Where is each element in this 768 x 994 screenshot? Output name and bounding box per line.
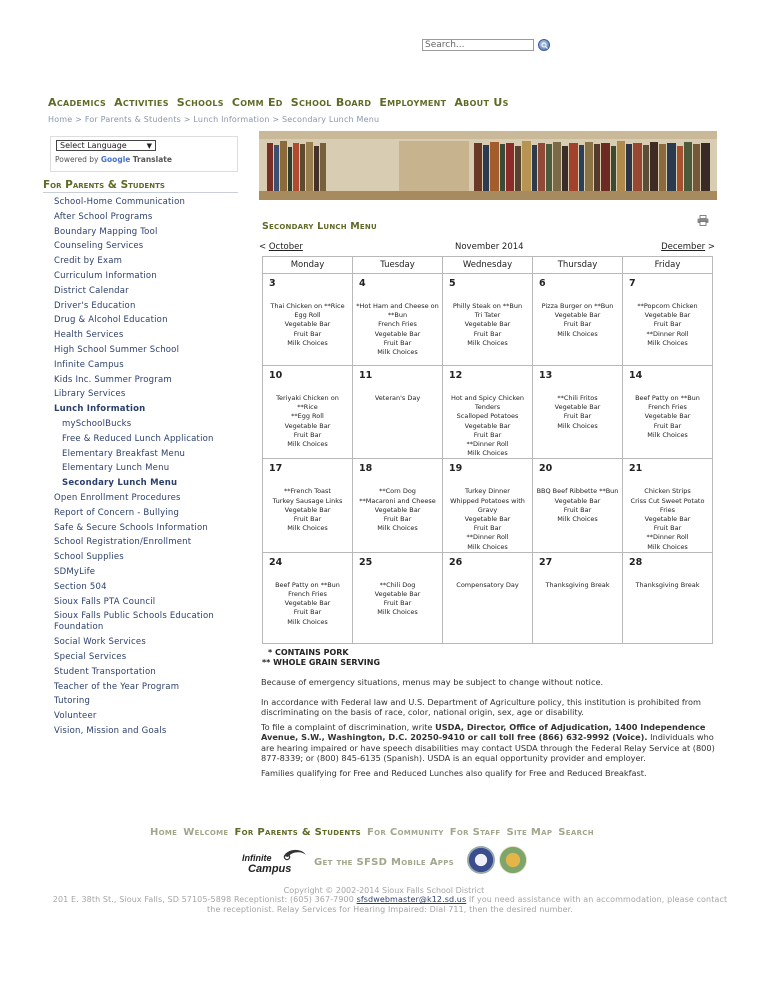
- next-month-label: December: [661, 242, 706, 252]
- weekday-header: Friday: [623, 257, 713, 274]
- footer-link-site-map[interactable]: Site Map: [506, 827, 553, 838]
- sidebar-subitem[interactable]: Free & Reduced Lunch Application: [62, 433, 214, 444]
- weekday-header-row: [263, 257, 713, 274]
- sidebar-item[interactable]: Boundary Mapping Tool: [54, 226, 158, 237]
- breadcrumb[interactable]: Home > For Parents & Students > Lunch Information > Secondary Lunch Menu: [48, 115, 380, 124]
- sidebar-item[interactable]: Health Services: [54, 330, 124, 341]
- complaint-intro: To file a complaint of discrimination, write: [261, 722, 436, 732]
- footer-link-community[interactable]: For Community: [366, 827, 444, 838]
- sidebar-item[interactable]: Sioux Falls Public Schools Education Foundation: [54, 611, 214, 633]
- sidebar-item[interactable]: Report of Concern - Bullying: [54, 507, 180, 518]
- webmaster-email-link[interactable]: sfsdwebmaster@k12.sd.us: [356, 895, 467, 904]
- day-menu: **Chili Dog Vegetable Bar Fruit Bar Milk Choices: [374, 580, 421, 617]
- day-cell: [263, 366, 353, 459]
- sidebar-item-lunch-information[interactable]: Lunch Information: [54, 404, 146, 415]
- notice-emergency: Because of emergency situations, menus may be subject to change without notice.: [261, 677, 604, 687]
- page-title: Secondary Lunch Menu: [262, 221, 377, 232]
- sidebar-item[interactable]: Kids Inc. Summer Program: [54, 374, 172, 385]
- day-number: 13: [539, 370, 553, 381]
- sidebar-item[interactable]: Credit by Exam: [54, 256, 123, 267]
- sidebar-item[interactable]: Counseling Services: [54, 241, 144, 252]
- day-number: 24: [269, 556, 283, 568]
- day-cell: [533, 366, 623, 459]
- day-menu: Beef Patty on **Bun French Fries Vegetable Bar Fruit Bar Milk Choices: [635, 394, 700, 439]
- day-cell: [623, 459, 713, 552]
- nav-schools[interactable]: Schools: [176, 96, 224, 109]
- week-row: [263, 366, 713, 459]
- copyright-text: Copyright © 2002-2014 Sioux Falls School District: [283, 886, 485, 895]
- translate-link[interactable]: Translate: [132, 155, 172, 164]
- day-cell: [533, 552, 623, 643]
- footer-link-parents-students[interactable]: For Parents & Students: [234, 827, 361, 838]
- main-navigation: [48, 96, 509, 109]
- prev-arrow: <: [259, 242, 267, 252]
- translate-widget: [50, 136, 238, 172]
- sidebar-subitem[interactable]: mySchoolBucks: [62, 418, 132, 429]
- complaint-address: USDA, Director, Office of Adjudication, 1400 Independence Avenue, S.W., Washington, D.C. 20250-9410 or call toll free (866) 632-9992 (Voice).: [261, 722, 706, 743]
- legend-pork: * CONTAINS PORK: [268, 648, 349, 657]
- day-number: 5: [449, 278, 456, 289]
- infinite-campus-logo[interactable]: [240, 846, 310, 876]
- sidebar-item[interactable]: Student Transportation: [54, 666, 156, 677]
- nav-school-board[interactable]: School Board: [290, 96, 372, 109]
- search-input[interactable]: Search...: [422, 39, 534, 51]
- day-menu: Pizza Burger on **Bun Vegetable Bar Fruit Bar Milk Choices: [541, 302, 614, 338]
- day-number: 14: [629, 370, 643, 381]
- day-menu: Veteran's Day: [374, 394, 421, 402]
- day-number: 4: [359, 278, 366, 289]
- sidebar-item[interactable]: Drug & Alcohol Education: [54, 315, 168, 326]
- nav-activities[interactable]: Activities: [114, 96, 169, 109]
- day-menu: BBQ Beef Ribbette **Bun Vegetable Bar Fruit Bar Milk Choices: [536, 487, 619, 524]
- day-number: 12: [449, 370, 463, 381]
- day-menu: **Corn Dog **Macaroni and Cheese Vegetable Bar Fruit Bar Milk Choices: [359, 487, 436, 533]
- next-month-link[interactable]: [661, 242, 715, 252]
- day-cell: [263, 274, 353, 366]
- day-number: 17: [269, 463, 283, 475]
- sidebar-item[interactable]: School-Home Communication: [54, 197, 186, 207]
- search-icon: [541, 42, 548, 49]
- footer-link-search[interactable]: Search: [558, 827, 594, 838]
- powered-by-google: [55, 155, 172, 164]
- weekday-header: Tuesday: [353, 257, 443, 274]
- day-cell: [533, 459, 623, 552]
- day-menu: Philly Steak on **Bun Tri Tater Vegetable Bar Fruit Bar Milk Choices: [452, 302, 523, 347]
- current-month: November 2014: [455, 242, 524, 252]
- google-logo: Google: [100, 155, 131, 164]
- sidebar-nav: [54, 197, 238, 741]
- sidebar-item[interactable]: SDMyLife: [54, 566, 96, 577]
- weekday-header: Thursday: [533, 257, 623, 274]
- nav-academics[interactable]: Academics: [48, 96, 107, 109]
- nav-about-us[interactable]: About Us: [454, 96, 509, 109]
- month-navigation: [259, 242, 717, 254]
- day-cell: [623, 366, 713, 459]
- sidebar-item[interactable]: Social Work Services: [54, 637, 146, 648]
- day-menu: Teriyaki Chicken on **Rice **Egg Roll Vegetable Bar Fruit Bar Milk Choices: [276, 394, 339, 449]
- day-number: 27: [539, 556, 553, 568]
- notice-nondiscrimination: In accordance with Federal law and U.S. Department of Agriculture policy, this institution is prohibited from discriminating on the basis of race, color, national origin, sex, age or disability.: [261, 697, 701, 718]
- day-menu: **Popcorn Chicken Vegetable Bar Fruit Bar **Dinner Roll Milk Choices: [637, 302, 698, 347]
- sidebar-item[interactable]: Volunteer: [54, 711, 97, 722]
- sidebar-item[interactable]: Safe & Secure Schools Information: [54, 522, 208, 533]
- nav-comm-ed[interactable]: Comm Ed: [231, 96, 283, 109]
- sidebar-item[interactable]: Curriculum Information: [54, 270, 157, 281]
- sidebar-item[interactable]: Special Services: [54, 651, 127, 662]
- day-cell: [443, 366, 533, 459]
- legend-whole-grain: ** WHOLE GRAIN SERVING: [262, 658, 381, 667]
- day-number: 21: [629, 463, 643, 475]
- day-cell: [623, 552, 713, 643]
- day-menu: Turkey Dinner Whipped Potatoes with Gravy Vegetable Bar Fruit Bar **Dinner Roll Milk Choices: [450, 487, 525, 551]
- sidebar-item[interactable]: Teacher of the Year Program: [54, 681, 180, 692]
- day-menu: Compensatory Day: [456, 580, 519, 589]
- week-row: [263, 459, 713, 552]
- sidebar-item[interactable]: Tutoring: [54, 696, 91, 707]
- day-menu: Chicken Strips Criss Cut Sweet Potato Fries Vegetable Bar Fruit Bar **Dinner Roll Milk Choices: [630, 487, 705, 551]
- address-text: 201 E. 38th St., Sioux Falls, SD 57105-5898 Receptionist: (605) 367-7900: [52, 895, 357, 904]
- day-cell: [533, 274, 623, 366]
- footer-navigation: [150, 827, 594, 838]
- day-cell: [353, 459, 443, 552]
- notice-free-reduced: Families qualifying for Free and Reduced Lunches also qualify for Free and Reduced Breakfast.: [261, 768, 647, 778]
- sidebar-item[interactable]: Driver's Education: [54, 300, 136, 311]
- sidebar-item[interactable]: Sioux Falls PTA Council: [54, 596, 156, 607]
- day-number: 18: [359, 463, 373, 475]
- day-number: 28: [629, 556, 643, 568]
- weekday-header: Monday: [263, 257, 353, 274]
- day-number: 7: [629, 278, 636, 289]
- dropdown-arrow-icon: ▼: [146, 142, 152, 150]
- next-arrow: >: [707, 242, 715, 252]
- sidebar-item[interactable]: District Calendar: [54, 285, 129, 296]
- week-row: [263, 274, 713, 366]
- day-menu: Thai Chicken on **Rice Egg Roll Vegetable Bar Fruit Bar Milk Choices: [270, 302, 345, 347]
- day-cell: [443, 552, 533, 643]
- day-cell: [263, 552, 353, 643]
- sidebar-item[interactable]: Section 504: [54, 581, 107, 592]
- sidebar-item[interactable]: School Registration/Enrollment: [54, 537, 192, 548]
- sidebar-subitem[interactable]: Elementary Lunch Menu: [62, 463, 170, 474]
- library-banner-image: [259, 131, 717, 200]
- day-number: 19: [449, 463, 463, 475]
- day-cell: [443, 274, 533, 366]
- notice-complaint: [261, 722, 716, 764]
- day-menu: Beef Patty on **Bun French Fries Vegetable Bar Fruit Bar Milk Choices: [275, 580, 340, 626]
- menu-legend: [262, 648, 380, 668]
- day-number: 26: [449, 556, 463, 568]
- language-select[interactable]: [56, 140, 156, 151]
- weekday-header: Wednesday: [443, 257, 533, 274]
- footer-address: [45, 895, 735, 915]
- footer-link-staff[interactable]: For Staff: [449, 827, 501, 838]
- lunch-calendar: [262, 256, 713, 644]
- day-number: 25: [359, 556, 373, 568]
- printer-icon[interactable]: [697, 215, 709, 226]
- sidebar-item[interactable]: Library Services: [54, 389, 126, 400]
- mobile-apps-label[interactable]: Get the SFSD Mobile Apps: [314, 857, 454, 868]
- mobile-app-icon-2[interactable]: [499, 846, 527, 874]
- powered-by-label: Powered by: [55, 155, 99, 164]
- sidebar-divider: [43, 192, 238, 193]
- prev-month-label: October: [268, 242, 303, 252]
- accommodation-text: If you need assistance with an accommodation, please contact the receptionist. Relay Services for Hearing Impaired: Dial 711, then the desired number.: [207, 895, 728, 914]
- sidebar-item[interactable]: After School Programs: [54, 211, 153, 222]
- ic-logo-text-2: Campus: [248, 863, 292, 875]
- footer-link-home[interactable]: Home: [150, 827, 178, 838]
- day-menu: *Hot Ham and Cheese on **Bun French Fries Vegetable Bar Fruit Bar Milk Choices: [356, 302, 439, 357]
- sidebar-subitem[interactable]: Elementary Breakfast Menu: [62, 448, 186, 459]
- sidebar-item[interactable]: Infinite Campus: [54, 359, 124, 370]
- day-cell: [353, 552, 443, 643]
- nav-employment[interactable]: Employment: [379, 96, 447, 109]
- complaint-details: Individuals who are hearing impaired or have speech disabilities may contact USDA through the Federal Relay Service at (800) 877-8339; or (800) 845-6135 (Spanish). USDA is an equal opportunity provider and employer.: [261, 732, 715, 764]
- ic-logo-text-1: Infinite: [242, 853, 272, 863]
- day-cell: [623, 274, 713, 366]
- day-cell: [353, 366, 443, 459]
- day-menu: Hot and Spicy Chicken Tenders Scalloped Potatoes Vegetable Bar Fruit Bar **Dinner Roll Milk Choices: [450, 394, 524, 458]
- sidebar-item[interactable]: Vision, Mission and Goals: [54, 725, 167, 736]
- sidebar-subitem-secondary-lunch-menu[interactable]: Secondary Lunch Menu: [62, 478, 178, 489]
- mobile-app-icon-1[interactable]: [467, 846, 495, 874]
- footer-link-welcome[interactable]: Welcome: [183, 827, 229, 838]
- sidebar-item[interactable]: High School Summer School: [54, 344, 180, 355]
- sidebar-item[interactable]: Open Enrollment Procedures: [54, 492, 181, 503]
- prev-month-link[interactable]: [259, 242, 303, 252]
- search-button[interactable]: [538, 39, 550, 51]
- day-cell: [263, 459, 353, 552]
- day-cell: [443, 459, 533, 552]
- day-menu: **French Toast Turkey Sausage Links Vegetable Bar Fruit Bar Milk Choices: [272, 487, 343, 533]
- language-select-label: Select Language: [60, 141, 127, 150]
- sidebar-title: For Parents & Students: [43, 179, 165, 191]
- day-cell: [353, 274, 443, 366]
- day-number: 6: [539, 278, 546, 289]
- sidebar-item[interactable]: School Supplies: [54, 552, 124, 563]
- day-menu: **Chili Fritos Vegetable Bar Fruit Bar Milk Choices: [554, 394, 601, 430]
- day-number: 10: [269, 370, 283, 381]
- day-menu: Thanksgiving Break: [635, 580, 700, 589]
- day-number: 20: [539, 463, 553, 475]
- day-number: 3: [269, 278, 276, 289]
- day-number: 11: [359, 370, 373, 381]
- week-row: [263, 552, 713, 643]
- day-menu: Thanksgiving Break: [545, 580, 610, 589]
